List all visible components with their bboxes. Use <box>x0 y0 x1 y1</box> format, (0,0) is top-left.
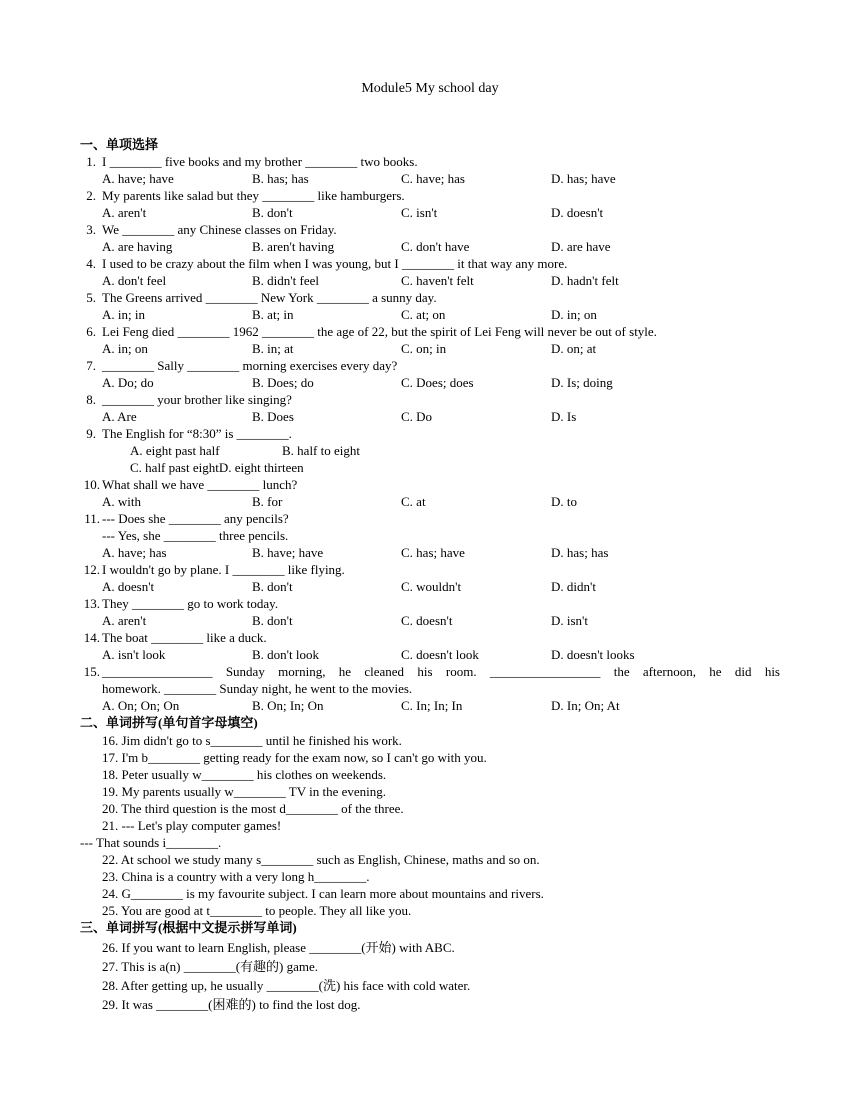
option-b: B. don't <box>252 579 293 594</box>
question-stem: Lei Feng died ________ 1962 ________ the age of 22, but the spirit of Lei Feng will never be out of style. <box>102 324 657 339</box>
option-c: C. Does; does <box>401 375 474 390</box>
page-title: Module5 My school day <box>361 81 499 96</box>
option-a: A. with <box>102 494 141 509</box>
question-number: 3. <box>86 222 96 237</box>
question-stem: I used to be crazy about the film when I was young, but I ________ it that way any more. <box>102 256 568 271</box>
option-c: C. doesn't look <box>401 647 479 662</box>
option-a: A. Do; do <box>102 375 154 390</box>
question-stem: _________________ Sunday morning, he cleaned his room. _________________ the afternoon, he did his <box>102 664 780 679</box>
option-c-d: C. half past eightD. eight thirteen <box>130 460 304 475</box>
option-b: B. aren't having <box>252 239 335 254</box>
option-a: A. have; have <box>102 171 174 186</box>
fill-question: 27. This is a(n) ________(有趣的) game. <box>102 959 319 974</box>
fill-question: 22. At school we study many s________ such as English, Chinese, maths and so on. <box>102 852 540 867</box>
option-a: A. in; on <box>102 341 148 356</box>
option-d: D. didn't <box>551 579 596 594</box>
question-stem: The boat ________ like a duck. <box>102 630 267 645</box>
option-d: D. has; has <box>551 545 609 560</box>
question-number: 10. <box>83 477 100 492</box>
question-stem: I ________ five books and my brother ________ two books. <box>102 154 418 169</box>
option-a: A. eight past half <box>130 443 220 458</box>
question-stem: We ________ any Chinese classes on Friday. <box>102 222 337 237</box>
option-b: B. didn't feel <box>252 273 319 288</box>
question-number: 15. <box>83 664 100 679</box>
question-stem: ________ your brother like singing? <box>102 392 292 407</box>
option-c: C. isn't <box>401 205 438 220</box>
option-a: A. aren't <box>102 205 147 220</box>
option-d: D. doesn't <box>551 205 604 220</box>
option-d: D. to <box>551 494 577 509</box>
option-d: D. hadn't felt <box>551 273 619 288</box>
option-b: B. don't look <box>252 647 319 662</box>
question-stem: I wouldn't go by plane. I ________ like flying. <box>102 562 345 577</box>
question-stem: ________ Sally ________ morning exercises every day? <box>102 358 398 373</box>
option-d: D. on; at <box>551 341 597 356</box>
fill-question: 20. The third question is the most d________ of the three. <box>102 801 404 816</box>
question-number: 6. <box>86 324 96 339</box>
fill-question: 17. I'm b________ getting ready for the exam now, so I can't go with you. <box>102 750 487 765</box>
option-c: C. wouldn't <box>401 579 462 594</box>
question-number: 1. <box>86 154 96 169</box>
option-b: B. Does; do <box>252 375 314 390</box>
option-c: C. doesn't <box>401 613 453 628</box>
option-b: B. don't <box>252 205 293 220</box>
option-a: A. Are <box>102 409 137 424</box>
option-b: B. has; has <box>252 171 309 186</box>
option-b: B. have; have <box>252 545 324 560</box>
option-c: C. Do <box>401 409 433 424</box>
option-d: D. has; have <box>551 171 616 186</box>
question-stem: What shall we have ________ lunch? <box>102 477 298 492</box>
option-a: A. On; On; On <box>102 698 180 713</box>
question-stem-continued: homework. ________ Sunday night, he went to the movies. <box>102 681 413 696</box>
option-c: C. on; in <box>401 341 447 356</box>
section-heading-choice: 一、单项选择 <box>80 137 159 152</box>
option-d: D. Is; doing <box>551 375 613 390</box>
fill-question: 24. G________ is my favourite subject. I can learn more about mountains and rivers. <box>102 886 544 901</box>
option-d: D. Is <box>551 409 577 424</box>
option-d: D. in; on <box>551 307 597 322</box>
fill-question: 23. China is a country with a very long h________. <box>102 869 370 884</box>
fill-question: 16. Jim didn't go to s________ until he finished his work. <box>102 733 402 748</box>
section-heading-chinese-hint: 三、单词拼写(根据中文提示拼写单词) <box>80 920 297 935</box>
option-d: D. In; On; At <box>551 698 620 713</box>
question-stem-reply: --- Yes, she ________ three pencils. <box>102 528 289 543</box>
fill-question: 25. You are good at t________ to people. They all like you. <box>102 903 412 918</box>
option-b: B. On; In; On <box>252 698 324 713</box>
question-stem: --- Does she ________ any pencils? <box>102 511 289 526</box>
option-c: C. don't have <box>401 239 470 254</box>
question-number: 2. <box>86 188 96 203</box>
fill-question: 19. My parents usually w________ TV in the evening. <box>102 784 387 799</box>
fill-question: 26. If you want to learn English, please ________(开始) with ABC. <box>102 940 455 955</box>
option-a: A. doesn't <box>102 579 155 594</box>
question-number: 8. <box>86 392 96 407</box>
option-d: D. are have <box>551 239 611 254</box>
question-number: 14. <box>83 630 100 645</box>
question-number: 12. <box>83 562 100 577</box>
option-c: C. In; In; In <box>401 698 463 713</box>
option-a: A. in; in <box>102 307 145 322</box>
option-b: B. Does <box>252 409 294 424</box>
fill-question: 28. After getting up, he usually ________(洗) his face with cold water. <box>102 978 471 993</box>
option-c: C. haven't felt <box>401 273 474 288</box>
option-c: C. at <box>401 494 426 509</box>
fill-question: 29. It was ________(困难的) to find the lost dog. <box>102 997 361 1012</box>
option-a: A. don't feel <box>102 273 167 288</box>
fill-question: 18. Peter usually w________ his clothes on weekends. <box>102 767 387 782</box>
question-stem: My parents like salad but they ________ like hamburgers. <box>102 188 405 203</box>
option-b: B. half to eight <box>282 443 360 458</box>
fill-question: 21. --- Let's play computer games! <box>102 818 282 833</box>
option-b: B. for <box>252 494 283 509</box>
option-a: A. aren't <box>102 613 147 628</box>
option-c: C. have; has <box>401 171 465 186</box>
option-b: B. in; at <box>252 341 294 356</box>
question-stem: They ________ go to work today. <box>102 596 279 611</box>
option-a: A. isn't look <box>102 647 166 662</box>
question-stem: The English for “8:30” is ________. <box>102 426 292 441</box>
option-c: C. has; have <box>401 545 465 560</box>
question-number: 11. <box>84 511 100 526</box>
option-c: C. at; on <box>401 307 446 322</box>
option-a: A. are having <box>102 239 173 254</box>
question-number: 13. <box>83 596 100 611</box>
question-stem: The Greens arrived ________ New York ________ a sunny day. <box>102 290 437 305</box>
option-a: A. have; has <box>102 545 167 560</box>
question-number: 4. <box>86 256 96 271</box>
option-b: B. at; in <box>252 307 294 322</box>
option-d: D. doesn't looks <box>551 647 635 662</box>
fill-question-reply: --- That sounds i________. <box>80 835 222 850</box>
section-heading-initial-letter: 二、单词拼写(单句首字母填空) <box>80 715 258 730</box>
option-b: B. don't <box>252 613 293 628</box>
question-number: 5. <box>86 290 96 305</box>
option-d: D. isn't <box>551 613 589 628</box>
question-number: 7. <box>86 358 96 373</box>
question-number: 9. <box>86 426 96 441</box>
